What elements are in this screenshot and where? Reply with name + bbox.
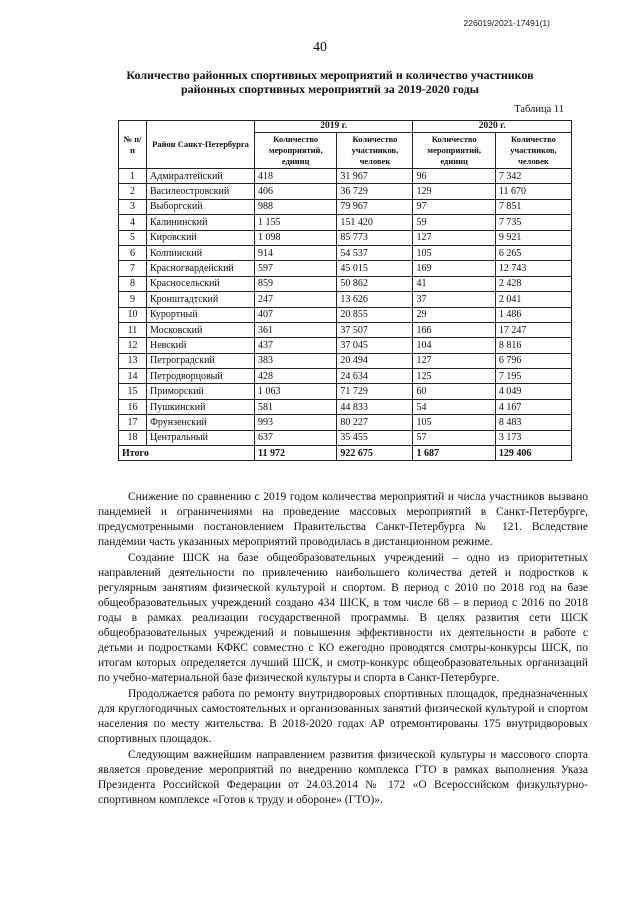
row-participants-2020: 11 670 (495, 184, 571, 199)
row-participants-2020: 3 173 (495, 430, 571, 445)
row-number: 17 (119, 415, 147, 430)
row-participants-2020: 7 195 (495, 369, 571, 384)
table-row (119, 338, 572, 353)
row-participants-2019: 80 227 (337, 415, 413, 430)
row-events-2019: 406 (255, 184, 337, 199)
row-number: 2 (119, 184, 147, 199)
row-participants-2019: 44 833 (337, 399, 413, 414)
row-participants-2019: 20 494 (337, 353, 413, 368)
table-row (119, 276, 572, 291)
table-row (119, 215, 572, 230)
row-participants-2020: 6 796 (495, 353, 571, 368)
row-district: Выборгский (147, 199, 255, 214)
row-events-2020: 129 (413, 184, 495, 199)
row-number: 10 (119, 307, 147, 322)
table-header (119, 121, 572, 169)
row-events-2020: 97 (413, 199, 495, 214)
table-label: Таблица 11 (514, 104, 564, 115)
row-district: Адмиралтейский (147, 169, 255, 184)
row-participants-2020: 7 342 (495, 169, 571, 184)
row-events-2019: 993 (255, 415, 337, 430)
row-participants-2019: 31 967 (337, 169, 413, 184)
total-participants-2019: 922 675 (337, 446, 413, 461)
table-row (119, 230, 572, 245)
row-district: Кронштадтский (147, 292, 255, 307)
row-district: Курортный (147, 307, 255, 322)
row-events-2019: 407 (255, 307, 337, 322)
row-district: Кировский (147, 230, 255, 245)
row-events-2020: 54 (413, 399, 495, 414)
row-events-2020: 105 (413, 415, 495, 430)
row-events-2019: 383 (255, 353, 337, 368)
row-number: 12 (119, 338, 147, 353)
row-number: 5 (119, 230, 147, 245)
table-body (119, 169, 572, 461)
row-participants-2020: 8 483 (495, 415, 571, 430)
row-participants-2020: 12 743 (495, 261, 571, 276)
table-row (119, 353, 572, 368)
table-row (119, 292, 572, 307)
table-total-row (119, 446, 572, 461)
row-events-2020: 105 (413, 245, 495, 260)
total-participants-2020: 129 406 (495, 446, 571, 461)
table-row (119, 199, 572, 214)
row-participants-2020: 4 049 (495, 384, 571, 399)
sports-events-table (118, 120, 572, 461)
row-participants-2019: 85 773 (337, 230, 413, 245)
row-participants-2020: 4 167 (495, 399, 571, 414)
row-number: 14 (119, 369, 147, 384)
row-participants-2019: 24 634 (337, 369, 413, 384)
row-district: Колпинский (147, 245, 255, 260)
table-row (119, 169, 572, 184)
row-number: 16 (119, 399, 147, 414)
row-participants-2020: 17 247 (495, 322, 571, 337)
row-district: Московский (147, 322, 255, 337)
header-participants-2020: Количество участников, человек (495, 133, 571, 169)
paragraph: Продолжается работа по ремонту внутридворовых спортивных площадок, предназначенных для круглогодичных самостоятельных и организованных занятий физической культурой и спортом населения по месту жительства. В 2018-2020 годах АР отремонтированы 175 внутридворовых спортивных площадок. (98, 688, 588, 745)
row-district: Пушкинский (147, 399, 255, 414)
row-participants-2019: 36 729 (337, 184, 413, 199)
row-events-2020: 59 (413, 215, 495, 230)
row-number: 4 (119, 215, 147, 230)
row-district: Калининский (147, 215, 255, 230)
row-events-2020: 37 (413, 292, 495, 307)
row-number: 11 (119, 322, 147, 337)
row-events-2019: 581 (255, 399, 337, 414)
row-number: 9 (119, 292, 147, 307)
row-participants-2020: 6 265 (495, 245, 571, 260)
table-row (119, 184, 572, 199)
row-number: 18 (119, 430, 147, 445)
row-participants-2020: 1 486 (495, 307, 571, 322)
row-participants-2019: 20 855 (337, 307, 413, 322)
total-label: Итого (119, 446, 255, 461)
row-district: Красносельский (147, 276, 255, 291)
total-events-2020: 1 687 (413, 446, 495, 461)
table-row (119, 245, 572, 260)
table-row (119, 369, 572, 384)
title-line-2: районных спортивных мероприятий за 2019-2020 годы (180, 82, 480, 96)
table-row (119, 430, 572, 445)
header-events-2019: Количество мероприятий, единиц (255, 133, 337, 169)
table-row (119, 307, 572, 322)
row-events-2020: 127 (413, 353, 495, 368)
row-events-2020: 127 (413, 230, 495, 245)
row-district: Петроградский (147, 353, 255, 368)
row-participants-2020: 7 735 (495, 215, 571, 230)
row-events-2020: 60 (413, 384, 495, 399)
header-num: № п/п (119, 121, 147, 169)
header-participants-2019: Количество участников, человек (337, 133, 413, 169)
table-row (119, 261, 572, 276)
header-year-2019: 2019 г. (255, 121, 413, 133)
row-participants-2020: 8 816 (495, 338, 571, 353)
row-events-2020: 96 (413, 169, 495, 184)
row-district: Красногвардейский (147, 261, 255, 276)
row-events-2020: 29 (413, 307, 495, 322)
row-participants-2019: 45 015 (337, 261, 413, 276)
paragraph: Следующим важнейшим направлением развития физической культуры и массового спорта является проведение мероприятий по внедрению комплекса ГТО в рамках выполнения Указа Президента Российской Федерации от 24.03.2014 № 172 «О Всероссийском физкультурно-спортивном комплексе «Готов к труду и обороне» (ГТО)». (98, 749, 588, 806)
paragraph: Создание ШСК на базе общеобразовательных учреждений – одно из приоритетных направлений деятельности по привлечению наибольшего количества детей и подростков к регулярным занятиям физической культурой и спортом. В период с 2010 по 2018 год на базе общеобразовательных учреждений создано 434 ШСК, в том числе 68 – в период с 2016 по 2018 годы в рамках реализации государственной программы. В целях развития сети ШСК общеобразовательных учреждений и повышения эффективности их деятельности в работе с детьми и подростками КФКС совместно с КО ежегодно проводятся смотры-конкурсы ШСК, по итогам которых определяется лучший ШСК, и смотр-конкурс общеобразовательных организаций по учебно-материальной базе физической культуры и спорта в Санкт-Петербурге. (98, 552, 588, 684)
row-district: Невский (147, 338, 255, 353)
header-year-2020: 2020 г. (413, 121, 572, 133)
title-line-1: Количество районных спортивных мероприятий и количество участников (126, 68, 534, 82)
table-row (119, 415, 572, 430)
row-events-2019: 437 (255, 338, 337, 353)
table-row (119, 399, 572, 414)
table-title (100, 68, 560, 96)
row-number: 7 (119, 261, 147, 276)
row-participants-2019: 37 045 (337, 338, 413, 353)
row-participants-2020: 9 921 (495, 230, 571, 245)
table-row (119, 384, 572, 399)
row-events-2019: 597 (255, 261, 337, 276)
body-text (98, 490, 588, 809)
total-events-2019: 11 972 (255, 446, 337, 461)
row-events-2020: 166 (413, 322, 495, 337)
row-district: Петродворцовый (147, 369, 255, 384)
row-events-2019: 1 098 (255, 230, 337, 245)
row-district: Василеостровский (147, 184, 255, 199)
row-events-2019: 247 (255, 292, 337, 307)
row-events-2019: 418 (255, 169, 337, 184)
row-participants-2020: 7 851 (495, 199, 571, 214)
table-row (119, 322, 572, 337)
row-number: 15 (119, 384, 147, 399)
row-number: 13 (119, 353, 147, 368)
row-participants-2019: 37 507 (337, 322, 413, 337)
row-number: 1 (119, 169, 147, 184)
row-events-2020: 41 (413, 276, 495, 291)
row-participants-2019: 151 420 (337, 215, 413, 230)
header-events-2020: Количество мероприятий, единиц (413, 133, 495, 169)
document-id: 226019/2021-17491(1) (463, 18, 550, 28)
row-events-2019: 428 (255, 369, 337, 384)
row-events-2020: 125 (413, 369, 495, 384)
row-district: Центральный (147, 430, 255, 445)
row-number: 8 (119, 276, 147, 291)
row-events-2019: 361 (255, 322, 337, 337)
row-events-2019: 637 (255, 430, 337, 445)
row-events-2019: 914 (255, 245, 337, 260)
row-participants-2019: 50 862 (337, 276, 413, 291)
row-participants-2019: 35 455 (337, 430, 413, 445)
row-participants-2020: 2 428 (495, 276, 571, 291)
row-participants-2019: 71 729 (337, 384, 413, 399)
paragraph: Снижение по сравнению с 2019 годом количества мероприятий и числа участников вызвано пандемией и ограничениями на проведение массовых мероприятий в Санкт-Петербурге, предусмотренными постановлением Правительства Санкт-Петербурга № 121. Вследствие пандемии часть указанных мероприятий проводилась в дистанционном режиме. (98, 491, 588, 548)
row-number: 3 (119, 199, 147, 214)
page-number: 40 (313, 40, 327, 55)
row-district: Фрунзенский (147, 415, 255, 430)
row-participants-2019: 13 626 (337, 292, 413, 307)
row-participants-2020: 2 041 (495, 292, 571, 307)
row-events-2019: 988 (255, 199, 337, 214)
row-events-2019: 1 155 (255, 215, 337, 230)
row-district: Приморский (147, 384, 255, 399)
header-district: Район Санкт-Петербурга (147, 121, 255, 169)
row-participants-2019: 79 967 (337, 199, 413, 214)
row-events-2020: 57 (413, 430, 495, 445)
row-events-2020: 104 (413, 338, 495, 353)
row-number: 6 (119, 245, 147, 260)
row-events-2019: 859 (255, 276, 337, 291)
row-events-2019: 1 063 (255, 384, 337, 399)
row-participants-2019: 54 537 (337, 245, 413, 260)
row-events-2020: 169 (413, 261, 495, 276)
